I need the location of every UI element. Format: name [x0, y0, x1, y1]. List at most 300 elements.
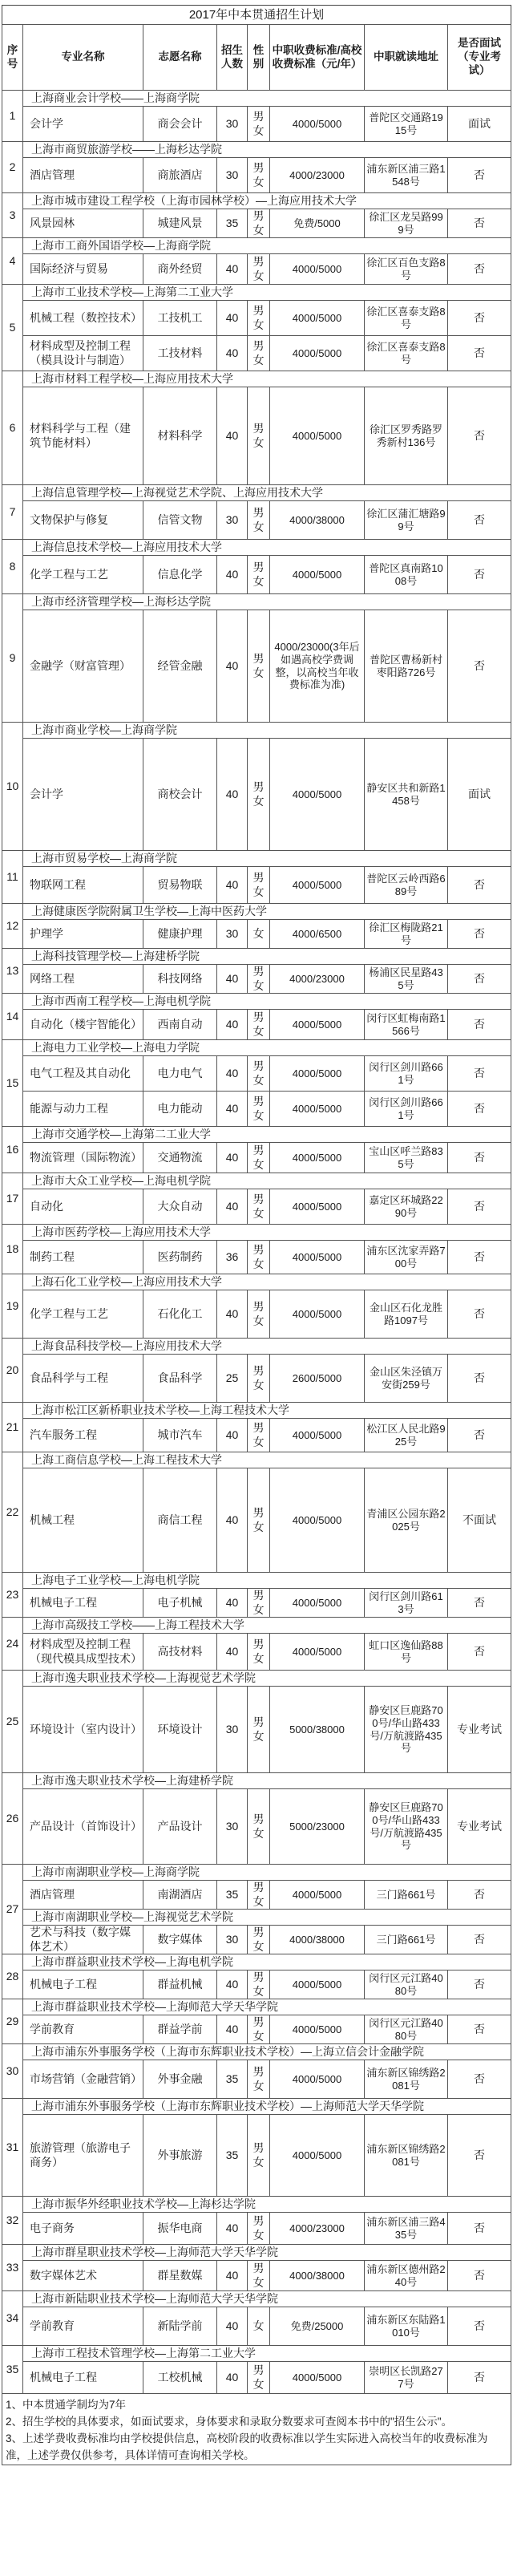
gender: 男女 [248, 2015, 270, 2044]
interview-flag: 否 [448, 867, 511, 904]
row-number: 20 [2, 1339, 23, 1403]
enrollment-count: 40 [217, 556, 248, 594]
gender: 男女 [248, 501, 270, 540]
major-name: 化学工程与工艺 [23, 1290, 143, 1339]
major-name: 自动化 [23, 1189, 143, 1225]
school-address: 闵行区元江路4080号 [365, 2015, 448, 2044]
tuition-fee: 4000/5000 [270, 867, 365, 904]
row-number: 3 [2, 193, 23, 238]
enrollment-count: 40 [217, 1589, 248, 1618]
school-group-row [2, 2197, 511, 2213]
major-name: 机械工程（数控技术） [23, 301, 143, 336]
enrollment-count: 40 [217, 1290, 248, 1339]
choice-name: 大众自动 [143, 1189, 217, 1225]
school-pair-name: 上海商业会计学校——上海商学院 [23, 91, 511, 107]
gender: 男女 [248, 1290, 270, 1339]
tuition-fee: 4000/5000 [270, 1010, 365, 1040]
choice-name: 外事旅游 [143, 2115, 217, 2197]
major-name: 物联网工程 [23, 867, 143, 904]
school-pair-name: 上海市群益职业技术学校—上海电机学院 [23, 1954, 511, 1970]
school-pair-name: 上海工商信息学校—上海工程技术大学 [23, 1452, 511, 1468]
choice-name: 信管文物 [143, 501, 217, 540]
interview-flag: 否 [448, 2115, 511, 2197]
major-name: 网络工程 [23, 965, 143, 994]
school-address: 静安区共和新路1458号 [365, 739, 448, 851]
school-group-row [2, 540, 511, 556]
school-pair-name: 上海市群星职业技术学校—上海师范大学天华学院 [23, 2245, 511, 2261]
tuition-fee: 4000/5000 [270, 1419, 365, 1452]
school-group-row [2, 193, 511, 209]
header-cell: 专业名称 [23, 25, 143, 91]
gender: 男女 [248, 1634, 270, 1671]
tuition-fee: 4000/5000 [270, 1290, 365, 1339]
school-address: 普陀区曹杨新村枣阳路726号 [365, 610, 448, 723]
major-name: 机械工程 [23, 1468, 143, 1573]
choice-name: 贸易物联 [143, 867, 217, 904]
school-pair-name: 上海电力工业学校—上海电力学院 [23, 1040, 511, 1056]
interview-flag: 否 [448, 2213, 511, 2245]
tuition-fee: 4000/5000 [270, 254, 365, 285]
table-row [2, 1970, 511, 1999]
choice-name: 食品科学 [143, 1355, 217, 1403]
gender: 男女 [248, 1092, 270, 1127]
interview-flag: 面试 [448, 739, 511, 851]
row-number: 9 [2, 594, 23, 723]
choice-name: 振华电商 [143, 2213, 217, 2245]
school-pair-name: 上海市工程技术管理学校—上海第二工业大学 [23, 2346, 511, 2362]
interview-flag: 否 [448, 1143, 511, 1173]
major-name: 材料成型及控制工程（模具设计与制造） [23, 336, 143, 371]
major-name: 化学工程与工艺 [23, 556, 143, 594]
enrollment-count: 30 [217, 1926, 248, 1954]
interview-flag: 否 [448, 1189, 511, 1225]
major-name: 能源与动力工程 [23, 1092, 143, 1127]
row-number: 26 [2, 1773, 23, 1865]
header-cell: 志愿名称 [143, 25, 217, 91]
enrollment-count: 35 [217, 1881, 248, 1910]
row-number: 32 [2, 2197, 23, 2245]
school-group-row [2, 1274, 511, 1290]
school-group-row [2, 485, 511, 501]
row-number: 34 [2, 2291, 23, 2346]
choice-name: 外事金融 [143, 2060, 217, 2099]
school-pair-name: 上海市振华外经职业技术学校—上海杉达学院 [23, 2197, 511, 2213]
interview-flag: 否 [448, 2015, 511, 2044]
school-group-row [2, 1040, 511, 1056]
enrollment-count: 40 [217, 2307, 248, 2346]
interview-flag: 否 [448, 965, 511, 994]
major-name: 学前教育 [23, 2307, 143, 2346]
table-row [2, 254, 511, 285]
table-row [2, 1143, 511, 1173]
gender: 男女 [248, 1189, 270, 1225]
table-row [2, 867, 511, 904]
school-address: 普陀区真南路1008号 [365, 556, 448, 594]
choice-name: 高技材料 [143, 1634, 217, 1671]
gender: 男女 [248, 610, 270, 723]
choice-name: 信息化学 [143, 556, 217, 594]
gender: 男女 [248, 2115, 270, 2197]
major-name: 酒店管理 [23, 1881, 143, 1910]
table-row [2, 1419, 511, 1452]
major-name: 制药工程 [23, 1241, 143, 1274]
enrollment-count: 40 [217, 336, 248, 371]
table-row [2, 1092, 511, 1127]
major-name: 金融学（财富管理） [23, 610, 143, 723]
school-pair-name: 上海信息技术学校—上海应用技术大学 [23, 540, 511, 556]
tuition-fee: 4000/23000 [270, 158, 365, 193]
school-group-row [2, 1773, 511, 1789]
interview-flag: 否 [448, 501, 511, 540]
school-address: 闵行区剑川路661号 [365, 1092, 448, 1127]
tuition-fee: 4000/38000 [270, 1926, 365, 1954]
choice-name: 商外经贸 [143, 254, 217, 285]
tuition-fee: 4000/5000 [270, 2362, 365, 2394]
row-number: 19 [2, 1274, 23, 1339]
row-number: 24 [2, 1618, 23, 1671]
table-row [2, 610, 511, 723]
enrollment-count: 30 [217, 107, 248, 142]
choice-name: 商旅酒店 [143, 158, 217, 193]
table-row [2, 2307, 511, 2346]
gender: 男女 [248, 2261, 270, 2291]
interview-flag: 否 [448, 610, 511, 723]
row-number: 14 [2, 994, 23, 1040]
row-number: 5 [2, 285, 23, 371]
enrollment-count: 40 [217, 610, 248, 723]
major-name: 环境设计（室内设计） [23, 1687, 143, 1773]
row-number: 29 [2, 1999, 23, 2044]
school-pair-name: 上海市商贸旅游学校——上海杉达学院 [23, 142, 511, 158]
gender: 男女 [248, 1419, 270, 1452]
enrollment-count: 40 [217, 387, 248, 485]
school-group-row [2, 949, 511, 965]
enrollment-count: 40 [217, 1056, 248, 1092]
school-address: 嘉定区环城路2290号 [365, 1189, 448, 1225]
tuition-fee: 4000/6500 [270, 920, 365, 949]
interview-flag: 否 [448, 556, 511, 594]
enrollment-count: 40 [217, 2362, 248, 2394]
row-number: 16 [2, 1127, 23, 1173]
school-pair-name: 上海石化工业学校—上海应用技术大学 [23, 1274, 511, 1290]
school-group-row [2, 1127, 511, 1143]
choice-name: 电力能动 [143, 1092, 217, 1127]
table-row [2, 2261, 511, 2291]
school-group-row [2, 1452, 511, 1468]
interview-flag: 否 [448, 1970, 511, 1999]
choice-name: 经管金融 [143, 610, 217, 723]
school-address: 徐汇区罗秀路罗秀新村136号 [365, 387, 448, 485]
interview-flag: 否 [448, 1290, 511, 1339]
major-name: 产品设计（首饰设计） [23, 1789, 143, 1865]
note-line: 1、中本贯通学制均为7年 [6, 2399, 127, 2411]
gender: 男女 [248, 1468, 270, 1573]
header-cell: 是否面试（专业考试） [448, 25, 511, 91]
school-address: 普陀区交通路1915号 [365, 107, 448, 142]
tuition-fee: 4000/5000 [270, 556, 365, 594]
choice-name: 电子机械 [143, 1589, 217, 1618]
enrollment-count: 40 [217, 1143, 248, 1173]
tuition-fee: 4000/23000 [270, 965, 365, 994]
gender: 男女 [248, 867, 270, 904]
tuition-fee: 4000/5000 [270, 1589, 365, 1618]
tuition-fee: 4000/5000 [270, 1056, 365, 1092]
gender: 男女 [248, 209, 270, 238]
school-pair-name: 上海市逸夫职业技术学校—上海建桥学院 [23, 1773, 511, 1789]
major-name: 文物保护与修复 [23, 501, 143, 540]
major-name: 酒店管理 [23, 158, 143, 193]
school-group-row [2, 238, 511, 254]
row-number: 17 [2, 1173, 23, 1225]
school-group-row [2, 1671, 511, 1687]
tuition-fee: 4000/5000 [270, 387, 365, 485]
school-address: 闵行区虹梅南路1566号 [365, 1010, 448, 1040]
choice-name: 产品设计 [143, 1789, 217, 1865]
row-number: 6 [2, 371, 23, 485]
school-pair-name: 上海市交通学校—上海第二工业大学 [23, 1127, 511, 1143]
enrollment-count: 40 [217, 254, 248, 285]
gender: 男女 [248, 1589, 270, 1618]
school-pair-name: 上海市南湖职业学校—上海商学院 [23, 1865, 511, 1881]
school-address: 金山区石化龙胜路1097号 [365, 1290, 448, 1339]
table-row [2, 336, 511, 371]
tuition-fee: 4000/5000 [270, 1634, 365, 1671]
enrollment-count: 40 [217, 1419, 248, 1452]
enrollment-count: 30 [217, 920, 248, 949]
enrollment-count: 30 [217, 158, 248, 193]
major-name: 旅游管理（旅游电子商务） [23, 2115, 143, 2197]
school-address: 青浦区公园东路2025号 [365, 1468, 448, 1573]
enrollment-count: 40 [217, 2015, 248, 2044]
row-number: 25 [2, 1671, 23, 1773]
major-name: 机械电子工程 [23, 1589, 143, 1618]
school-address: 浦东区沈家弄路700号 [365, 1241, 448, 1274]
choice-name: 群益学前 [143, 2015, 217, 2044]
table-row [2, 501, 511, 540]
table-row [2, 158, 511, 193]
enrollment-count: 40 [217, 739, 248, 851]
school-address: 宝山区呼兰路835号 [365, 1143, 448, 1173]
major-name: 会计学 [23, 107, 143, 142]
row-number: 11 [2, 851, 23, 904]
gender: 男女 [248, 1355, 270, 1403]
choice-name: 工校机械 [143, 2362, 217, 2394]
table-row [2, 1589, 511, 1618]
choice-name: 工技机工 [143, 301, 217, 336]
tuition-fee: 4000/5000 [270, 1092, 365, 1127]
row-number: 2 [2, 142, 23, 193]
school-pair-name: 上海市大众工业学校—上海电机学院 [23, 1173, 511, 1189]
tuition-fee: 4000/38000 [270, 501, 365, 540]
enrollment-count: 40 [217, 1092, 248, 1127]
gender: 男女 [248, 387, 270, 485]
school-address: 徐汇区蒲汇塘路99号 [365, 501, 448, 540]
row-number: 10 [2, 723, 23, 851]
table-row [2, 920, 511, 949]
school-group-row [2, 2044, 511, 2060]
school-address: 崇明区长凯路277号 [365, 2362, 448, 2394]
school-group-row [2, 1954, 511, 1970]
school-address: 浦东新区德州路240号 [365, 2261, 448, 2291]
header-cell: 中职就读地址 [365, 25, 448, 91]
school-group-row [2, 1618, 511, 1634]
interview-flag: 否 [448, 2307, 511, 2346]
enrollment-count: 40 [217, 1010, 248, 1040]
interview-flag: 否 [448, 336, 511, 371]
major-name: 艺术与科技（数字媒体艺术） [23, 1926, 143, 1954]
gender: 女 [248, 920, 270, 949]
row-number: 31 [2, 2099, 23, 2197]
header-row [2, 25, 511, 91]
gender: 男女 [248, 2213, 270, 2245]
school-group-row [2, 1573, 511, 1589]
school-address: 浦东新区浦三路1548号 [365, 158, 448, 193]
school-address: 徐汇区喜泰支路8号 [365, 336, 448, 371]
major-name: 自动化（楼宇智能化） [23, 1010, 143, 1040]
tuition-fee: 4000/5000 [270, 1881, 365, 1910]
school-group-row [2, 1999, 511, 2015]
school-pair-name: 上海市浦东外事服务学校（上海市东辉职业技术学校）—上海师范大学天华学院 [23, 2099, 511, 2115]
gender: 男女 [248, 1241, 270, 1274]
school-pair-name: 上海市高级技工学校——上海工程技术大学 [23, 1618, 511, 1634]
tuition-fee: 4000/5000 [270, 1143, 365, 1173]
choice-name: 商校会计 [143, 739, 217, 851]
table-row [2, 209, 511, 238]
choice-name: 数字媒体 [143, 1926, 217, 1954]
tuition-fee: 4000/5000 [270, 2015, 365, 2044]
interview-flag: 否 [448, 1241, 511, 1274]
school-pair-name: 上海市南湖职业学校—上海视觉艺术学院 [23, 1910, 511, 1926]
major-name: 电气工程及其自动化 [23, 1056, 143, 1092]
table-row [2, 965, 511, 994]
school-group-row [2, 904, 511, 920]
tuition-fee: 4000/5000 [270, 1970, 365, 1999]
school-address: 徐汇区梅陇路21号 [365, 920, 448, 949]
interview-flag: 否 [448, 209, 511, 238]
choice-name: 商会会计 [143, 107, 217, 142]
school-address: 闵行区元江路4080号 [365, 1970, 448, 1999]
school-pair-name: 上海市贸易学校—上海商学院 [23, 851, 511, 867]
school-group-row [2, 1910, 511, 1926]
choice-name: 南湖酒店 [143, 1881, 217, 1910]
tuition-fee: 免费/25000 [270, 2307, 365, 2346]
tuition-fee: 2600/5000 [270, 1355, 365, 1403]
table-row [2, 107, 511, 142]
choice-name: 工技材料 [143, 336, 217, 371]
tuition-fee: 4000/38000 [270, 2261, 365, 2291]
tuition-fee: 4000/5000 [270, 1241, 365, 1274]
gender: 男女 [248, 2362, 270, 2394]
enrollment-count: 25 [217, 1355, 248, 1403]
table-row [2, 1189, 511, 1225]
table-row [2, 1687, 511, 1773]
enrollment-count: 40 [217, 1634, 248, 1671]
school-group-row [2, 994, 511, 1010]
school-group-row [2, 142, 511, 158]
interview-flag: 否 [448, 254, 511, 285]
choice-name: 电力电气 [143, 1056, 217, 1092]
school-pair-name: 上海科技管理学校—上海建桥学院 [23, 949, 511, 965]
row-number: 1 [2, 91, 23, 142]
gender: 男女 [248, 1687, 270, 1773]
school-address: 松江区人民北路925号 [365, 1419, 448, 1452]
gender: 男女 [248, 2060, 270, 2099]
school-group-row [2, 2291, 511, 2307]
enrollment-count: 40 [217, 2261, 248, 2291]
gender: 男女 [248, 1926, 270, 1954]
school-address: 闵行区剑川路661号 [365, 1056, 448, 1092]
note-line: 2、招生学校的具体要求，如面试要求，身体要求和录取分数要求可查阅本书中的"招生公示"。 [6, 2415, 453, 2428]
choice-name: 交通物流 [143, 1143, 217, 1173]
interview-flag: 不面试 [448, 1468, 511, 1573]
school-address: 徐汇区喜泰支路8号 [365, 301, 448, 336]
school-pair-name: 上海市群益职业技术学校—上海师范大学天华学院 [23, 1999, 511, 2015]
row-number: 28 [2, 1954, 23, 1999]
interview-flag: 否 [448, 1092, 511, 1127]
gender: 男女 [248, 254, 270, 285]
gender: 男女 [248, 1143, 270, 1173]
major-name: 市场营销（金融营销） [23, 2060, 143, 2099]
interview-flag: 否 [448, 1589, 511, 1618]
note-line: 3、上述学费收费标准均由学校提供信息，高校阶段的收费标准以学生实际进入高校当年的收费标准为准，上述学费仅供参考，具体详情可查询相关学校。 [6, 2432, 488, 2461]
school-group-row [2, 91, 511, 107]
table-row [2, 2115, 511, 2197]
major-name: 材料成型及控制工程（现代模具成型技术） [23, 1634, 143, 1671]
row-number: 33 [2, 2245, 23, 2291]
school-group-row [2, 594, 511, 610]
choice-name: 环境设计 [143, 1687, 217, 1773]
tuition-fee: 免费/5000 [270, 209, 365, 238]
enrollment-count: 40 [217, 1468, 248, 1573]
school-address: 浦东新区锦绣路2081号 [365, 2060, 448, 2099]
interview-flag: 否 [448, 1355, 511, 1403]
table-row [2, 2362, 511, 2394]
school-pair-name: 上海市工业技术学校—上海第二工业大学 [23, 285, 511, 301]
gender: 男女 [248, 301, 270, 336]
school-group-row [2, 1225, 511, 1241]
interview-flag: 否 [448, 2060, 511, 2099]
school-group-row [2, 1173, 511, 1189]
major-name: 电子商务 [23, 2213, 143, 2245]
school-address: 三门路661号 [365, 1881, 448, 1910]
school-address: 徐汇区龙吴路999号 [365, 209, 448, 238]
enrollment-count: 40 [217, 301, 248, 336]
row-number: 18 [2, 1225, 23, 1274]
major-name: 风景园林 [23, 209, 143, 238]
table-row [2, 2213, 511, 2245]
school-pair-name: 上海市材料工程学校—上海应用技术大学 [23, 371, 511, 387]
school-address: 虹口区逸仙路88号 [365, 1634, 448, 1671]
interview-flag: 否 [448, 1419, 511, 1452]
row-number: 8 [2, 540, 23, 594]
row-number: 13 [2, 949, 23, 994]
choice-name: 群益机械 [143, 1970, 217, 1999]
header-cell: 招生人数 [217, 25, 248, 91]
choice-name: 商信工程 [143, 1468, 217, 1573]
enrollment-table [2, 24, 511, 2394]
enrollment-count: 30 [217, 1789, 248, 1865]
interview-flag: 专业考试 [448, 1789, 511, 1865]
choice-name: 新陆学前 [143, 2307, 217, 2346]
gender: 男女 [248, 107, 270, 142]
interview-flag: 否 [448, 920, 511, 949]
table-row [2, 1056, 511, 1092]
school-address: 普陀区云岭西路689号 [365, 867, 448, 904]
gender: 男女 [248, 336, 270, 371]
school-group-row [2, 1403, 511, 1419]
interview-flag: 否 [448, 2362, 511, 2394]
table-row [2, 1789, 511, 1865]
